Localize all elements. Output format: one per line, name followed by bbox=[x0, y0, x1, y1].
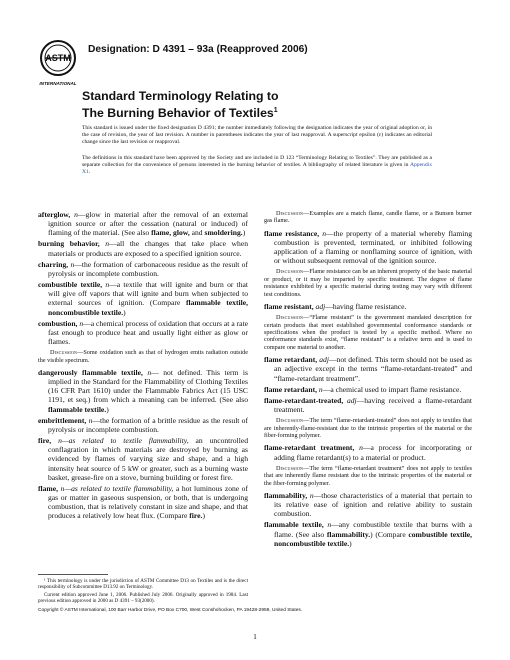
astm-logo-icon bbox=[38, 38, 78, 90]
definition: —a chemical used to impart flame resistance. bbox=[322, 384, 462, 394]
discussion-label: Discussion bbox=[276, 464, 304, 472]
term: afterglow, bbox=[38, 210, 71, 219]
intro-text-end: . bbox=[88, 169, 91, 176]
definition: ) (Compare bbox=[370, 529, 409, 539]
intro-paragraph-1: This standard is issued under the fixed designation D 4391; the number immediately following the designation indicates the year of original adoption or, in the case of revision, the year of last revision. A number in parentheses indicates the year of last reapproval. A superscript epsilon (ε) indicates an editorial change since the last revision or reapproval. bbox=[82, 125, 432, 146]
cross-reference: flammable textile. bbox=[48, 404, 107, 414]
term-entry bbox=[264, 491, 472, 518]
discussion-note bbox=[264, 465, 472, 487]
definition: ) bbox=[123, 307, 126, 317]
part-of-speech: adj bbox=[346, 395, 357, 405]
term: burning behavior, bbox=[38, 239, 100, 249]
term: flame resistant, bbox=[264, 302, 314, 312]
term-entry bbox=[38, 280, 248, 317]
discussion-label: Discussion bbox=[50, 349, 78, 357]
footnote-divider bbox=[38, 574, 108, 575]
term: embrittlement, bbox=[38, 415, 87, 425]
right-column bbox=[264, 210, 472, 550]
definition: —a process for incorporating or adding flame retardant(s) to a material or product. bbox=[274, 443, 472, 462]
discussion-text: —Examples are a match flame, candle flame, or a Bunsen burner gas flame. bbox=[264, 210, 472, 225]
definition: — not defined. This term is implied in the Standard for the Flammability of Clothing Textiles (16 CFR Part 1610) under the Flammable Fabrics Act (15 USC 1191, et seq.) from which a meaning can be inferred. (See also bbox=[48, 368, 248, 405]
discussion-text: —Flame resistance can be an inherent property of the basic material or product, or it may be imparted by specific treatment. The degree of flame resistance exhibited by a specific material during testing may vary with different test conditions. bbox=[264, 268, 472, 298]
definition: —any combustible textile that burns with a flame. (See also bbox=[274, 520, 472, 539]
term: dangerously flammable textile, bbox=[38, 368, 143, 377]
cross-reference: flame, glow, bbox=[151, 228, 190, 238]
definition: —the formation of carbonaceous residue as the result of pyrolysis or incomplete combustion. bbox=[48, 259, 248, 278]
term: combustible textile, bbox=[38, 280, 103, 290]
term-entry bbox=[264, 520, 472, 547]
designation: Designation: D 4391 – 93a (Reapproved 2006) bbox=[88, 44, 308, 55]
definition: —not defined. This term should not be used as an adjective except in the terms “flame-retardant-treated” and “flame-retardant treatment”. bbox=[274, 355, 472, 383]
cross-reference: smoldering. bbox=[204, 228, 243, 238]
copyright-line: Copyright © ASTM International, 100 Barr Harbor Drive, PO Box C700, West Conshohocken, PA 19428-2959, United States. bbox=[38, 608, 303, 613]
part-of-speech: n bbox=[70, 259, 75, 269]
definition: ) bbox=[242, 228, 246, 238]
discussion-note bbox=[264, 417, 472, 439]
definition: and bbox=[189, 228, 205, 238]
part-of-speech: n bbox=[74, 210, 78, 219]
qualifier: —as related to textile flammability, bbox=[61, 436, 189, 446]
definition: —having received a flame-retardant treatment. bbox=[274, 395, 472, 415]
discussion-label: Discussion bbox=[276, 268, 304, 276]
discussion-text: —“Flame resistant” is the government mandated description for certain products that meet established governmental conformance standards or specifications when the product is tested by a specific method. Where no conformance standards exist, “flame resistant” is a relative term and is used to compare one material to another. bbox=[264, 314, 472, 351]
left-column bbox=[38, 210, 248, 523]
definition: —those characteristics of a material that pertain to its relative ease of ignition and relative ability to sustain combustion. bbox=[274, 490, 472, 519]
qualifier: —as related to textile flammability, bbox=[64, 483, 174, 493]
part-of-speech: n bbox=[105, 239, 110, 249]
discussion-label: Discussion bbox=[276, 210, 304, 217]
definition: —all the changes that take place when materials or products are exposed to a specified ignition source. bbox=[48, 239, 248, 258]
logo-text: ASTM bbox=[45, 53, 71, 63]
definition: —having flame resistance. bbox=[325, 302, 407, 312]
footnote-1: ¹ This terminology is under the jurisdiction of ASTM Committee D13 on Textiles and is the direct responsibility of Subcommittee D13.92 on Terminology. bbox=[38, 578, 248, 591]
term: combustion, bbox=[38, 318, 78, 328]
definition: a hot luminous zone of gas or matter in gaseous suspension, or both, that is undergoing combustion, that is relatively constant in size and shape, and that produces a relatively low heat flux. (Compare bbox=[48, 483, 248, 521]
discussion-text: —The term “flame-retardant-treated” does not apply to textiles that are inherently-flame-resistant due to the intrinsic properties of the material or the fiber-forming polymer. bbox=[264, 417, 472, 439]
term: flame resistance, bbox=[264, 228, 320, 238]
term: flame retardant, bbox=[264, 384, 318, 394]
term: flame-retardant treatment, bbox=[264, 443, 355, 453]
part-of-speech: n bbox=[327, 520, 332, 530]
term-entry bbox=[38, 484, 248, 521]
page-title bbox=[82, 90, 382, 120]
definition: —the formation of a brittle residue as the result of pyrolysis or incomplete combustion. bbox=[48, 415, 248, 434]
part-of-speech: adj bbox=[319, 355, 329, 365]
cross-reference: flammability. bbox=[326, 529, 371, 539]
part-of-speech: adj bbox=[315, 302, 326, 312]
part-of-speech: n bbox=[147, 368, 152, 377]
part-of-speech: n bbox=[88, 415, 93, 425]
term: fire, bbox=[38, 436, 52, 446]
term-entry bbox=[264, 385, 472, 394]
definition: an uncontrolled conflagration in which materials are destroyed by burning as evidenced by flames of varying size and shape, and a high intensity heat source of 5 kW or greater, such as a burning waste basket, grease-fire on a stove, burning building or forest fire. bbox=[48, 436, 248, 482]
cross-reference: fire. bbox=[189, 511, 203, 521]
page-number: 1 bbox=[253, 632, 257, 641]
term-entry bbox=[38, 368, 248, 414]
term: charring, bbox=[38, 259, 69, 269]
part-of-speech: n bbox=[105, 280, 110, 290]
definition: —a textile that will ignite and burn or that will give off vapors that will ignite and burn when subjected to external sources of ignition. (Compare bbox=[48, 280, 248, 308]
footnote-2: Current edition approved June 1, 2006. Published July 2006. Originally approved in 1984. Last previous edition approved in 2000 as D 4391 – 93(2000). bbox=[38, 591, 248, 604]
term-entry bbox=[264, 396, 472, 414]
discussion-note bbox=[38, 349, 248, 364]
definition: —a chemical process of oxidation that occurs at a rate fast enough to produce heat and usually light either as glow or flames. bbox=[48, 318, 248, 347]
term: flame retardant, bbox=[264, 355, 318, 365]
term: flammable textile, bbox=[264, 520, 324, 530]
part-of-speech: n bbox=[322, 228, 327, 238]
discussion-note bbox=[264, 210, 472, 225]
definition: ) bbox=[106, 404, 109, 414]
discussion-label: Discussion bbox=[276, 417, 304, 425]
term-entry bbox=[264, 443, 472, 461]
term-entry bbox=[264, 302, 472, 311]
title-footnote-mark: 1 bbox=[273, 106, 278, 114]
logo-subtext: INTERNATIONAL bbox=[39, 81, 77, 86]
intro-text: The definitions in this standard have been approved by the Society and are included in D 123 “Terminology Relating to Textiles”. They are published as a separate collection for the convenience of persons interested in the burning behavior of textiles. A bibliography of related literature is given in bbox=[82, 155, 432, 169]
term-entry bbox=[38, 260, 248, 278]
footnotes bbox=[38, 578, 248, 605]
discussion-label: Discussion bbox=[276, 314, 304, 322]
part-of-speech: n bbox=[359, 443, 363, 453]
discussion-text: —Some oxidation such as that of hydrogen emits radiation outside the visible spectrum. bbox=[38, 349, 248, 364]
appendix-link[interactable]: Appendix X1 bbox=[82, 162, 432, 176]
definition: ) bbox=[202, 511, 205, 521]
term-entry bbox=[38, 239, 248, 257]
cross-reference: flammable textile, noncombustible textile. bbox=[48, 298, 248, 317]
definition: —glow in material after the removal of an external ignition source or after the cessation (natural or induced) of flaming of the material. (See also bbox=[48, 210, 249, 238]
term: flammability, bbox=[264, 490, 308, 500]
term-entry bbox=[38, 436, 248, 482]
cross-reference: combustible textile, noncombustible textile. bbox=[274, 529, 472, 548]
discussion-note bbox=[264, 268, 472, 298]
title-line-1: Standard Terminology Relating to bbox=[82, 89, 279, 103]
discussion-note bbox=[264, 314, 472, 351]
part-of-speech: n bbox=[60, 483, 65, 493]
term-entry bbox=[38, 210, 248, 237]
term: flame, bbox=[38, 483, 59, 493]
term-entry bbox=[264, 355, 472, 382]
definition: —the property of a material whereby flaming combustion is prevented, terminated, or inhibited following application of a flaming or nonflaming source of ignition, with or without subsequent removal of the ignition source. bbox=[274, 228, 472, 266]
title-line-2: The Burning Behavior of Textiles bbox=[82, 105, 274, 120]
intro-paragraph-2 bbox=[82, 155, 432, 177]
part-of-speech: n bbox=[58, 436, 62, 446]
part-of-speech: n bbox=[309, 490, 314, 500]
discussion-text: —The term “flame-retardant treatment” does not apply to textiles that are inherently flame resistant due to the intrinsic properties of the material or the fiber-forming polymer. bbox=[264, 464, 472, 487]
term-entry bbox=[38, 319, 248, 346]
part-of-speech: n bbox=[79, 318, 84, 328]
term-entry bbox=[264, 229, 472, 266]
term-entry bbox=[38, 416, 248, 434]
part-of-speech: n bbox=[318, 384, 323, 394]
definition: ) bbox=[349, 538, 352, 548]
term: flame-retardant-treated, bbox=[264, 395, 344, 405]
